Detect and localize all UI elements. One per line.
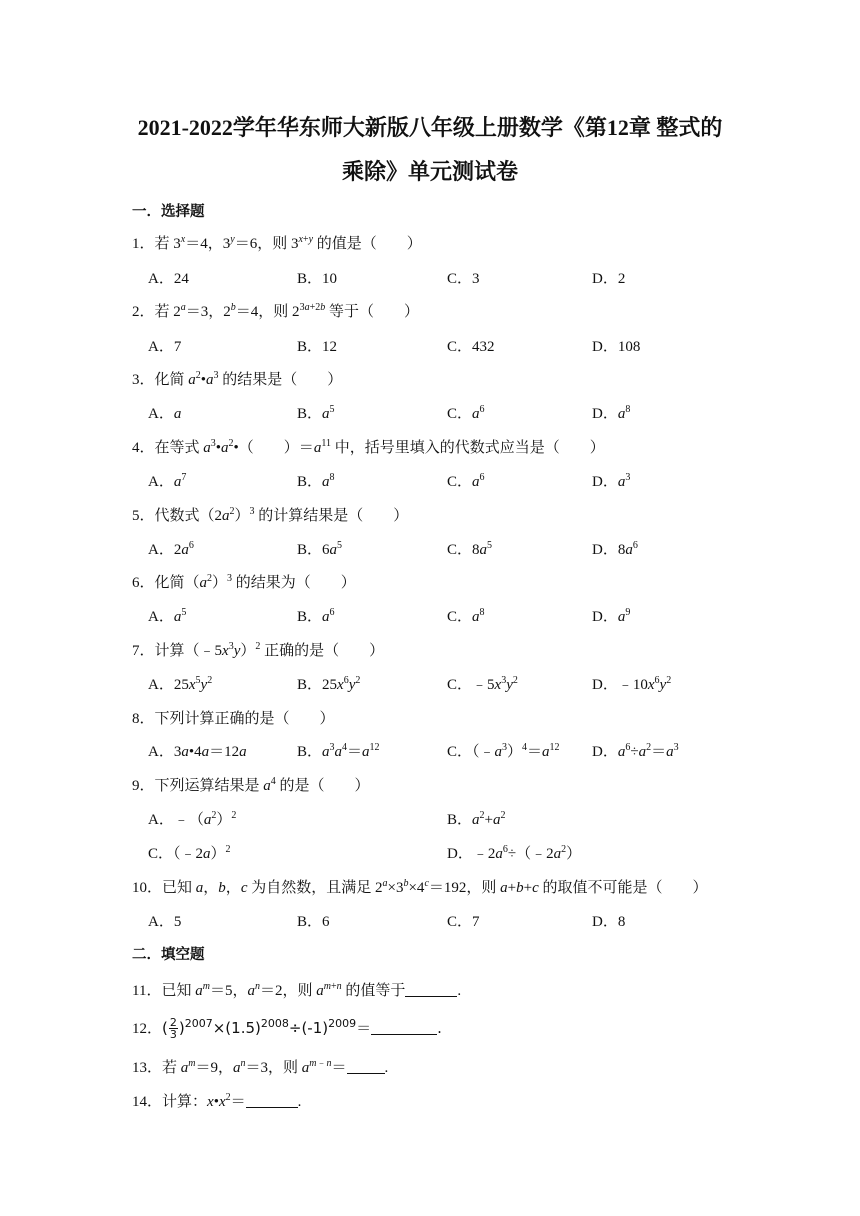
option-a: A．$a^7$ — [148, 472, 187, 490]
option-a: A．$a^5$ — [148, 607, 187, 625]
question-number: 9． — [132, 778, 155, 794]
question-13: 13．若 $a^m=9$，$a^n=3$，则 $a^{m﹣n}=$ . — [132, 1058, 389, 1076]
question-number: 7． — [132, 643, 155, 659]
answer-blank — [371, 1021, 437, 1035]
option-a: A．24 — [148, 271, 189, 287]
option-d: D．$a^8$ — [592, 404, 631, 422]
option-a: A．$﹣(a^2)^2$ — [148, 810, 237, 828]
option-c: C．432 — [447, 339, 495, 355]
question-7: 7．计算$(﹣5x^3y)^2$ 正确的是（ ） — [132, 641, 385, 659]
section-heading-fill: 二．填空题 — [132, 947, 205, 963]
option-b: B．$a^5$ — [297, 404, 335, 422]
question-9: 9．下列运算结果是 $a^4$ 的是（ ） — [132, 776, 370, 794]
option-b: B．12 — [297, 339, 338, 355]
answer-blank — [347, 1060, 385, 1074]
option-a: A．$25x^5y^2$ — [148, 675, 213, 693]
option-c: C．7 — [447, 914, 480, 930]
question-number: 11． — [132, 983, 162, 999]
option-d: D．$﹣2a^6\div(﹣2a^2)$ — [447, 844, 582, 862]
option-a: A．5 — [148, 914, 182, 930]
option-c: C．$a^8$ — [447, 607, 485, 625]
option-d: D．108 — [592, 339, 641, 355]
question-number: 2． — [132, 304, 155, 320]
option-c: C．3 — [447, 271, 480, 287]
question-10: 10．已知 a，b，c 为自然数，且满足 $2^a\times 3^b\times 4^c=192$，则 a+b+c 的取值不可能是（ ） — [132, 878, 708, 896]
option-b: B．10 — [297, 271, 338, 287]
question-8: 8．下列计算正确的是（ ） — [132, 711, 335, 727]
question-number: 10． — [132, 880, 163, 896]
question-number: 6． — [132, 575, 155, 591]
option-b: B．$a^2+a^2$ — [447, 810, 506, 828]
option-b: B．$6a^5$ — [297, 540, 343, 558]
question-number: 4． — [132, 440, 155, 456]
question-12: 12．( $\frac{2}{3}$ )$^{2007}\times(1.5)^{2008}\div(-1)^{2009}=$ . — [132, 1016, 442, 1041]
answer-blank — [246, 1094, 298, 1108]
option-a: A．$2a^6$ — [148, 540, 194, 558]
option-b: B．6 — [297, 914, 330, 930]
option-d: D．$a^3$ — [592, 472, 631, 490]
question-3: 3．化简 $a^2•a^3$ 的结果是（ ） — [132, 370, 343, 388]
option-c: C．$8a^5$ — [447, 540, 493, 558]
page-title-line2: 乘除》单元测试卷 — [341, 159, 518, 184]
question-5: 5．代数式$(2a^2)^3$ 的计算结果是（ ） — [132, 506, 409, 524]
question-11: 11．已知 $a^m=5$，$a^n=2$，则 $a^{m+n}$ 的值等于 . — [132, 981, 462, 999]
question-number: 5． — [132, 508, 155, 524]
question-number: 1． — [132, 236, 155, 252]
option-b: B．$a^6$ — [297, 607, 335, 625]
option-c: C．$﹣5x^3y^2$ — [447, 675, 518, 693]
option-d: D．2 — [592, 271, 626, 287]
question-number: 14． — [132, 1094, 163, 1110]
question-number: 13． — [132, 1060, 163, 1076]
option-c: C．（﹣2a）$^2$ — [148, 844, 231, 862]
page-title-line1: 2021-2022学年华东师大新版八年级上册数学《第12章 整式的 — [137, 115, 723, 140]
option-d: D．$﹣10x^6y^2$ — [592, 675, 672, 693]
option-d: D．$a^6\div a^2=a^3$ — [592, 742, 679, 760]
option-a: A．3a•4a＝12a — [148, 744, 247, 760]
question-6: 6．化简$(a^2)^3$ 的结果为（ ） — [132, 573, 356, 591]
section-heading-choice: 一．选择题 — [132, 204, 205, 220]
option-d: D．$a^9$ — [592, 607, 631, 625]
question-2: 2．若 $2^a=3$，$2^b=4$，则 $2^{3a+2b}$ 等于（ ） — [132, 302, 419, 320]
question-4: 4．在等式 $a^3•a^2•$（ ）$=a^{11}$ 中，括号里填入的代数式应当是（ ） — [132, 438, 605, 456]
option-b: B．$a^8$ — [297, 472, 335, 490]
option-c: C．$(﹣a^3)^4=a^{12}$ — [447, 742, 560, 760]
question-number: 3． — [132, 372, 155, 388]
answer-blank — [405, 983, 457, 997]
question-14: 14．计算：$x•x^2=$ . — [132, 1092, 302, 1110]
option-b: B．$a^3a^4=a^{12}$ — [297, 742, 380, 760]
option-d: D．$8a^6$ — [592, 540, 638, 558]
option-b: B．$25x^6y^2$ — [297, 675, 361, 693]
question-1: 1．若 $3^x=4$，$3^y=6$，则 $3^{x+y}$ 的值是（ ） — [132, 234, 422, 252]
question-number: 12． — [132, 1021, 163, 1037]
question-number: 8． — [132, 711, 155, 727]
option-a: A．a — [148, 406, 182, 422]
option-d: D．8 — [592, 914, 626, 930]
option-c: C．$a^6$ — [447, 404, 485, 422]
option-c: C．$a^6$ — [447, 472, 485, 490]
option-a: A．7 — [148, 339, 182, 355]
